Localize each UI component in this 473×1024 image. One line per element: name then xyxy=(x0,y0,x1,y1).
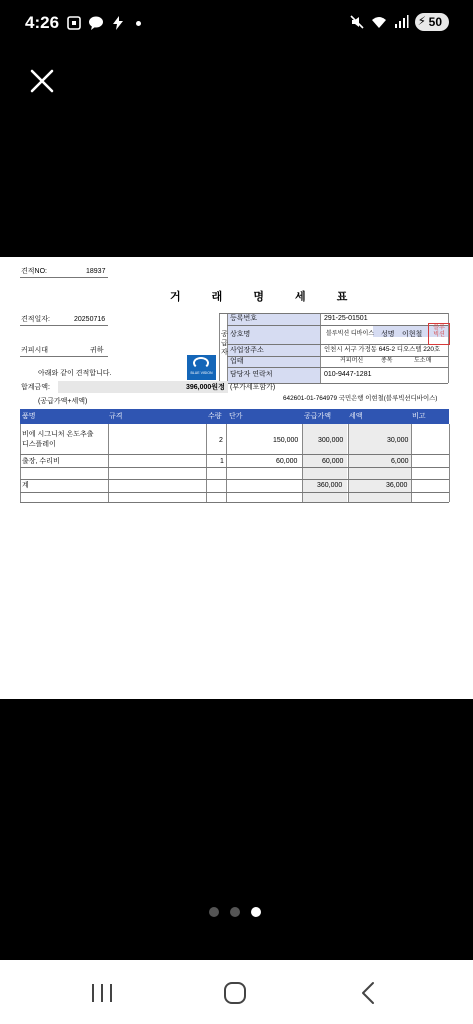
document-title: 거 래 명 세 표 xyxy=(170,291,362,303)
supplier-vertical-2: 급 xyxy=(221,340,228,347)
company-logo xyxy=(187,355,216,380)
business-label: 업태 xyxy=(230,358,244,365)
company-name: 블루빅션 디바이스 xyxy=(326,331,375,337)
close-icon[interactable] xyxy=(28,67,56,95)
row1-tax: 30,000 xyxy=(387,437,409,444)
col-item: 품명 xyxy=(22,413,36,420)
col-qty: 수량 xyxy=(208,413,222,420)
logo-text: BLUE VISION xyxy=(190,371,213,375)
row2-unit-price: 60,000 xyxy=(276,458,298,465)
status-bar xyxy=(0,0,473,48)
page-dot[interactable] xyxy=(209,907,219,917)
row2-item: 출장, 수리비 xyxy=(22,458,60,465)
battery-level: 50 xyxy=(428,15,442,29)
row2-qty: 1 xyxy=(220,458,224,465)
col-spec: 규격 xyxy=(109,413,123,420)
mute-icon xyxy=(349,14,365,30)
estimate-no: 18937 xyxy=(86,268,106,275)
page-indicator[interactable] xyxy=(209,907,261,917)
address-label: 사업장주소 xyxy=(230,347,264,354)
category: 도소매 xyxy=(414,358,432,364)
honorific: 귀하 xyxy=(90,347,104,354)
col-supply: 공급가액 xyxy=(304,413,332,420)
dot-icon xyxy=(136,21,141,26)
signal-icon xyxy=(393,14,409,30)
reg-no: 291-25-01501 xyxy=(324,315,368,322)
document-image[interactable] xyxy=(0,257,473,699)
date-value: 20250716 xyxy=(74,316,106,323)
reg-no-label: 등록번호 xyxy=(230,315,258,322)
contact: 010-9447-1281 xyxy=(324,371,372,378)
navigation-bar xyxy=(0,960,473,1024)
screenshot-icon xyxy=(66,15,82,31)
company-label: 상호명 xyxy=(230,331,251,338)
estimate-no-label: 견적NO: xyxy=(21,268,47,275)
name-label: 성명 xyxy=(381,331,395,338)
recents-icon[interactable] xyxy=(82,978,122,1008)
row2-tax: 6,000 xyxy=(391,458,409,465)
row1-item-line2: 디스플레이 xyxy=(22,441,56,448)
table-header xyxy=(20,409,449,424)
wifi-icon xyxy=(371,14,387,30)
col-unit-price: 단가 xyxy=(229,413,243,420)
category-label: 종목 xyxy=(381,358,393,364)
supplier-vertical-1: 공 xyxy=(221,331,228,338)
total-value: 396,000원정 xyxy=(186,384,225,391)
address: 인천시 서구 가정동 645-2 디오스텔 220호 xyxy=(324,346,441,353)
sum-supply: 360,000 xyxy=(317,482,343,489)
owner-name: 이현철 xyxy=(402,331,423,338)
status-time: 4:26 xyxy=(25,13,60,32)
bank-info: 642601-01-764979 국민은행 이현철(블루빅션디바이스) xyxy=(283,395,438,402)
sum-tax: 36,000 xyxy=(386,482,408,489)
page-dot-active[interactable] xyxy=(251,907,261,917)
row1-unit-price: 150,000 xyxy=(273,437,299,444)
talk-icon xyxy=(88,15,104,31)
back-icon[interactable] xyxy=(348,978,388,1008)
col-tax: 세액 xyxy=(349,413,363,420)
home-icon[interactable] xyxy=(215,978,255,1008)
page-dot[interactable] xyxy=(230,907,240,917)
contact-label: 담당자 연락처 xyxy=(230,371,273,378)
sum-label: 계 xyxy=(22,482,29,489)
total-label: 합계금액: xyxy=(21,384,50,391)
row1-qty: 2 xyxy=(219,437,223,444)
business-type: 커피머신 xyxy=(340,358,364,364)
supplier-vertical-3: 자 xyxy=(221,349,228,356)
row2-supply: 60,000 xyxy=(322,458,344,465)
vat-note: (부가세포함가) xyxy=(230,384,276,391)
supply-note: (공급가액+세액) xyxy=(38,398,88,405)
intro-text: 아래와 같이 견적합니다. xyxy=(38,370,112,377)
col-note: 비고 xyxy=(412,413,426,420)
row1-supply: 300,000 xyxy=(318,437,344,444)
customer-name: 커피시대 xyxy=(21,347,49,354)
company-seal: 블루 빅션 xyxy=(428,323,450,345)
bolt-icon xyxy=(110,15,126,31)
battery-icon: ⚡ 50 xyxy=(415,13,449,31)
date-label: 견적일자: xyxy=(21,316,50,323)
row1-item-line1: 비에 시그니처 온도추출 xyxy=(22,431,94,438)
